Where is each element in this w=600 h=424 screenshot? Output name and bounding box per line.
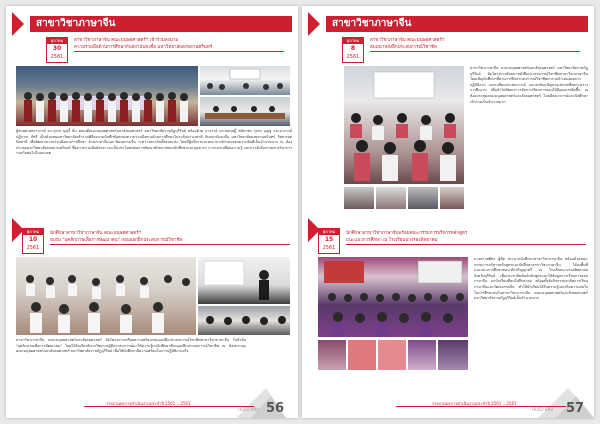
- thumbnail-photo: [440, 187, 464, 209]
- article-title-line1: นักศึกษาสาขาวิชาภาษาจีนพร้อมคณะกรรมการบริหารหลักสูตร: [346, 231, 468, 236]
- footer-report-title: รายงานผลการดำเนินงานประจำปี 2561 ...2561: [106, 401, 191, 406]
- thumbnail-photo: [378, 340, 406, 370]
- date-year: 2561: [322, 245, 336, 251]
- date-badge: [46, 37, 68, 63]
- article-title-line2: อบรม "บุคลิกภาพเพื่อการพัฒนาตน" ก่อนออกฝึกประสบการณ์วิชาชีพ: [50, 237, 290, 245]
- page-footer: [16, 402, 296, 416]
- article-title: [50, 230, 290, 245]
- date-badge: [22, 228, 44, 254]
- date-month: ตุลาคม: [319, 229, 339, 235]
- date-badge: [342, 37, 364, 63]
- article-title: [370, 37, 580, 52]
- thumbnail-photo: [438, 340, 468, 370]
- article-title-line2: สัมมนาหลังฝึกประสบการณ์วิชาชีพ: [370, 44, 580, 52]
- school-visit-illustration: [318, 257, 468, 337]
- event-photo-group: [16, 66, 198, 126]
- article-body: สาขาวิชาภาษาจีน คณะมนุษยศาสตร์และสังคมศาสตร์ มหาวิทยาลัยราชภัฏบุรีรัมย์ จัดโครงการสัมมนาหลังฝึกประสบการณ์วิชาชีพสาขาวิชาภาษาจีน โดยเชิญนักศึกษาที่ผ่านการฝึกประสบการณ์วิชาชีพมาร่วมนำเสนอผลการปฏิบัติงาน แลกเปลี่ยนประสบการณ์ และสะท้อนปัญหาอุปสรรคที่พบระหว่างการฝึกงาน เพื่อนำไปพัฒนาการจัดการเรียนการสอนให้มีคุณภาพยิ่งขึ้น ณ ห้องประชุมคณะมนุษยศาสตร์และสังคมศาสตร์ โดยมีคณาจารย์และนักศึกษาเข้าร่วมเป็นจำนวนมาก: [470, 66, 588, 104]
- date-badge: [318, 228, 340, 254]
- meeting-illustration: [200, 66, 290, 95]
- section-marker-icon: [308, 12, 320, 36]
- audience-illustration: [198, 306, 290, 335]
- article-title: [74, 37, 284, 52]
- lecture-illustration: [198, 257, 290, 304]
- footer-report-title: รายงานผลการดำเนินงานประจำปี 2561 ...2561: [432, 401, 517, 406]
- date-year: 2561: [346, 54, 360, 60]
- event-photo-lecture: [198, 257, 290, 304]
- thumbnail-photo: [348, 340, 376, 370]
- date-month: ตุลาคม: [23, 229, 43, 235]
- thumbnail-photo: [376, 187, 406, 209]
- section-marker-icon: [12, 12, 24, 36]
- article-body: สาขาวิชาภาษาจีน คณะมนุษยศาสตร์และสังคมศาสตร์ จัดโครงการเตรียมความพร้อมก่อนออกฝึกประสบการณ์วิชาชีพสาขาวิชาภาษาจีน ในหัวข้อ "บุคลิกภาพเพื่อการพัฒนาตน" โดยได้รับเกียรติจากวิทยากรผู้มีประสบการณ์มาให้ความรู้แก่นักศึกษาที่จะออกฝึกประสบการณ์วิชาชีพ ณ ห้องประชุมคณะมนุษยศาสตร์และสังคมศาสตร์ มหาวิทยาลัยราชภัฏบุรีรัมย์ เพื่อให้นักศึกษามีความพร้อมในการปฏิบัติงานจริง: [16, 338, 246, 354]
- article-title-line2: ความร่วมมือด้านการศึกษากับสถาบันขงจื่อ มหาวิทยาลัยสงขลานครินทร์: [74, 44, 284, 52]
- section-title: สาขาวิชาภาษาจีน: [326, 16, 588, 32]
- article-title-line2: แนะแนวการศึกษา ณ โรงเรียนนางรองพิทยาคม: [346, 237, 586, 245]
- event-photo-seminar: [344, 66, 464, 184]
- thumbnail-photo: [408, 187, 438, 209]
- article-body: ผู้ช่วยศาสตราจารย์ ดร.รุ่งรส บุญจิ้ ลิ่ม คณบดีคณะมนุษยศาสตร์และสังคมศาสตร์ มหาวิทยาลัยราชภัฏบุรีรัมย์ พร้อมด้วย อาจารย์ ดร.สหฤษฎิ์ ชนิดาพร รุ่งรส บุญชู และอาจารย์ปฏิภาณ ภัทรี เป็นตัวแทนมหาวิทยาลัยเข้าร่วมพิธีลงนามบันทึกข้อตกลงความร่วมมือทางด้านการศึกษาในระดับนานาชาติ กับสถาบันขงจื่อ มหาวิทยาลัยสงขลานครินทร์ วิทยาเขตปัตตานี เพื่อพัฒนาความร่วมมือทางการศึกษา ด้านภาษาจีนและวัฒนธรรมจีน ระหว่างสถาบันทั้งสองแห่ง โดยมีผู้บริหารและคณาจารย์ร่วมแสดงความยินดีเป็นจำนวนมาก ณ ห้องประชุมมหาวิทยาลัยสงขลานครินทร์ ซึ่งความร่วมมือดังกล่าวจะเป็นประโยชน์ต่อการพัฒนาศักยภาพของนักศึกษาและบุคลากร การแลกเปลี่ยนความรู้ และการจัดกิจกรรมทางวิชาการร่วมกันต่อไปในอนาคต: [16, 129, 292, 156]
- page-footer: [312, 402, 592, 416]
- event-photo-audience: [198, 306, 290, 335]
- footer-brand: HUSO BRU: [532, 407, 554, 412]
- seminar-illustration: [344, 66, 464, 184]
- thumbnail-photo: [318, 340, 346, 370]
- event-photo-meeting: [200, 66, 290, 95]
- date-day: 8: [350, 45, 356, 52]
- event-photo-classroom: [16, 257, 196, 335]
- page-left: [6, 6, 298, 418]
- page-right: [302, 6, 594, 418]
- date-year: 2561: [50, 54, 64, 60]
- date-day: 30: [52, 45, 62, 52]
- thumbnail-photo: [344, 187, 374, 209]
- footer-brand: HUSO BRU: [238, 407, 260, 412]
- date-day: 15: [324, 236, 334, 243]
- date-year: 2561: [26, 245, 40, 251]
- article-body: นางสาวศศิพร ผู้ชัย ประธานนักศึกษาสาขาวิชาภาษาจีน พร้อมด้วยคณะกรรมการบริหารหลักสูตรและนักศึกษาสาขาวิชาภาษาจีน ได้ลงพื้นที่แนะแนวการศึกษาต่อระดับปริญญาตรี ณ โรงเรียนนางรองพิทยาคม จังหวัดบุรีรัมย์ เพื่อประชาสัมพันธ์หลักสูตรและให้ข้อมูลการเรียนการสอนภาษาจีน แก่นักเรียนที่สนใจศึกษาต่อ พร้อมทั้งจัดกิจกรรมสาธิตการเรียนภาษาจีนและวัฒนธรรมจีน ทำให้นักเรียนได้รับความรู้และเกิดความสนใจในการศึกษาต่อในสาขาวิชาภาษาจีน คณะมนุษยศาสตร์และสังคมศาสตร์ มหาวิทยาลัยราชภัฏบุรีรัมย์เป็นจำนวนมาก: [474, 257, 588, 301]
- group-photo-illustration: [16, 66, 198, 126]
- event-photo-school-visit: [318, 257, 468, 337]
- article-title-line1: สาขาวิชาภาษาจีน คณะมนุษยศาสตร์ฯ: [370, 38, 445, 43]
- page-number: 56: [266, 401, 285, 416]
- date-month: ตุลาคม: [343, 38, 363, 44]
- thumbnail-photo: [408, 340, 436, 370]
- date-month: ตุลาคม: [47, 38, 67, 44]
- date-day: 10: [28, 236, 38, 243]
- article-title-line1: สาขาวิชาภาษาจีน คณะมนุษยศาสตร์ฯ เข้าร่วมลงนาม: [74, 38, 179, 43]
- article-title: [346, 230, 586, 245]
- signing-illustration: [200, 97, 290, 126]
- article-title-line1: นักศึกษาสาขาวิชาภาษาจีน คณะมนุษยศาสตร์ฯ: [50, 231, 142, 236]
- section-title: สาขาวิชาภาษาจีน: [30, 16, 292, 32]
- page-number: 57: [566, 401, 585, 416]
- classroom-illustration: [16, 257, 196, 335]
- event-photo-signing: [200, 97, 290, 126]
